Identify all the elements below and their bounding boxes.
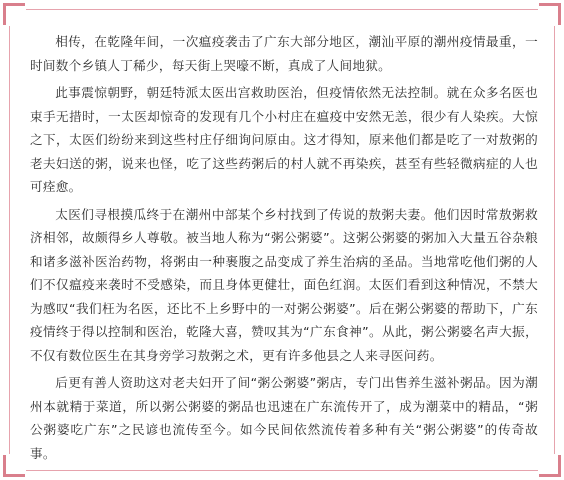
frame-line-right xyxy=(554,26,555,454)
frame-line-top xyxy=(26,9,538,10)
paragraph-2: 此事震惊朝野，朝廷特派太医出宫救助医治，但疫情依然无法控制。就在众多名医也束手无措时，一太医却惊奇的发现有几个小村庄在瘟疫中安然无恙，很少有人染疾。大惊之下，太医们纷纷来到这些村庄仔细询问原由。这才得知，原来他们都是吃了一对敖粥的老夫妇送的粥，说来也怪，吃了这些药粥后的村人就不再染疾，甚至有些轻微病症的人也可痊愈。 xyxy=(30,85,538,194)
article-body xyxy=(30,30,538,469)
frame-line-bottom xyxy=(26,470,538,471)
paragraph-3: 太医们寻根摸瓜终于在潮州中部某个乡村找到了传说的敖粥夫妻。他们因时常敖粥救济相邻，故颇得乡人尊敬。被当地人称为“粥公粥婆”。这粥公粥婆的粥加入大量五谷杂粮和诸多滋补医治药物，将粥由一种裹腹之品变成了养生治病的圣品。当地常吃他们粥的人们不仅瘟疫来袭时不受感染，而且身体更健壮，面色红润。太医们看到这种情况，不禁大为感叹“我们枉为名医，还比不上乡野中的一对粥公粥婆”。后在粥公粥婆的帮助下，广东疫情终于得以控制和医治，乾隆大喜，赞叹其为“广东食神”。从此，粥公粥婆名声大振，不仅有数位医生在其身旁学习敖粥之术，更有许多他县之人来寻医问药。 xyxy=(30,206,538,363)
frame-corner-top-left xyxy=(3,3,25,25)
frame-corner-top-right xyxy=(539,3,561,25)
frame-corner-bottom-left xyxy=(3,455,25,477)
paragraph-1: 相传，在乾隆年间，一次瘟疫袭击了广东大部分地区，潮汕平原的潮州疫情最重，一时间数个乡镇人丁稀少，每天街上哭嚎不断，真成了人间地狱。 xyxy=(30,34,538,73)
paragraph-4: 后更有善人资助这对老夫妇开了间“粥公粥婆”粥店，专门出售养生滋补粥品。因为潮州本就精于菜道，所以粥公粥婆的粥品也迅速在广东流传开了，成为潮菜中的精品，“粥公粥婆吃广东”之民谚也流传至今。如今民间依然流传着多种有关“粥公粥婆”的传奇故事。 xyxy=(30,375,538,461)
frame-line-left xyxy=(9,26,10,454)
frame-corner-bottom-right xyxy=(539,455,561,477)
